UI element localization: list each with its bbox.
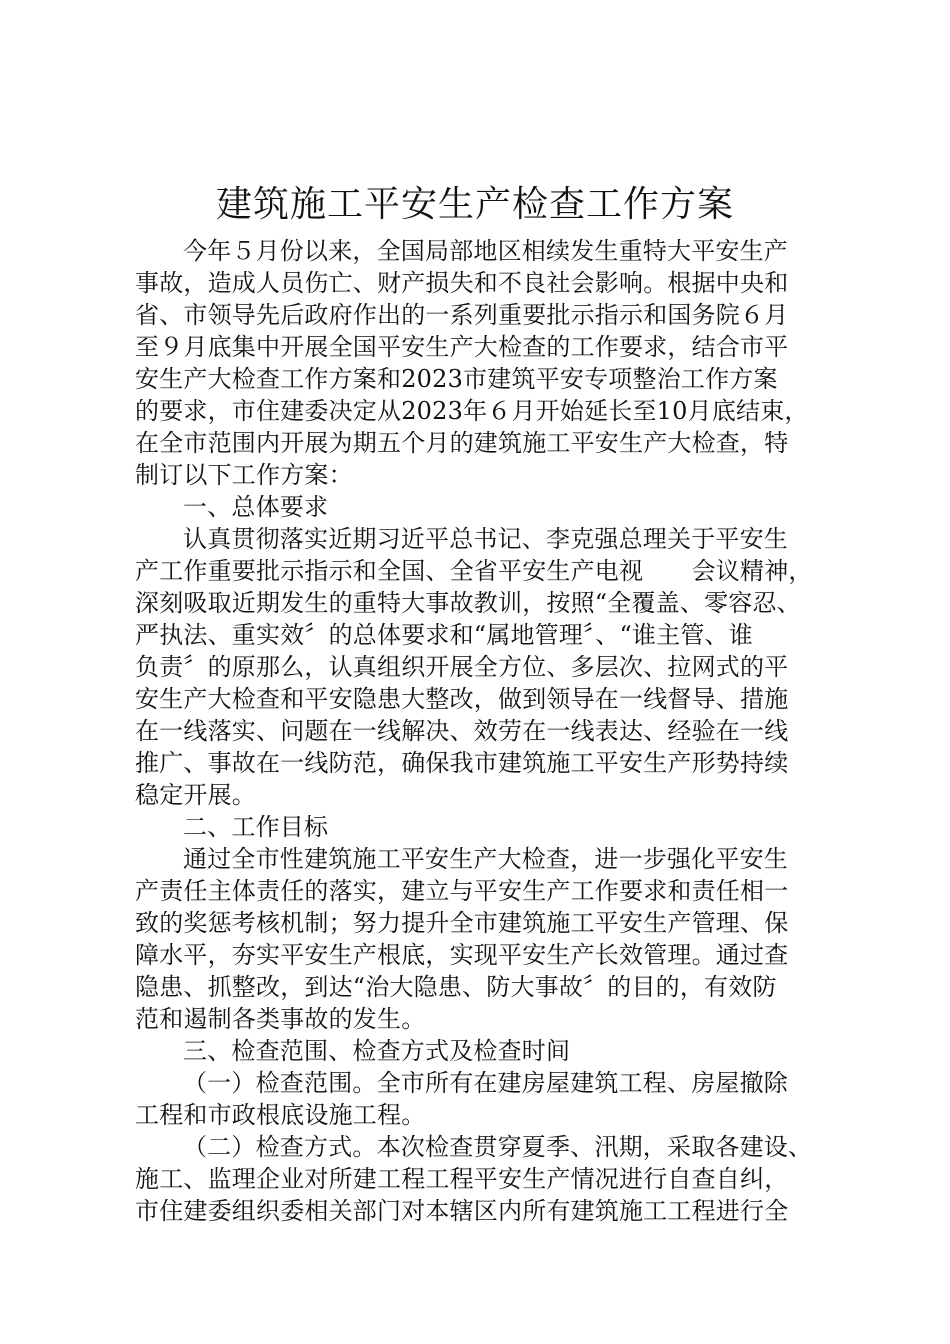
text-line: 制订以下工作方案： [135, 461, 353, 489]
text-line: 负责〞的原那么，认真组织开展全方位、多层次、拉网式的平 [135, 653, 789, 681]
text-line: 稳定开展。 [135, 781, 256, 809]
text-line: 施工、监理企业对所建工程工程平安生产情况进行自查自纠， [135, 1165, 789, 1193]
document-body [135, 235, 840, 1227]
text-line: 在全市范围内开展为期五个月的建筑施工平安生产大检查，特 [135, 429, 789, 457]
text-line: 深刻吸取近期发生的重特大事故教训，按照“全覆盖、零容忍、 [135, 589, 801, 617]
text-line: 事故，造成人员伤亡、财产损失和不良社会影响。根据中央和 [135, 269, 789, 297]
text-line: （二）检查方式。本次检查贯穿夏季、汛期，采取各建设、 [183, 1133, 813, 1161]
text-line: 工程和市政根底设施工程。 [135, 1101, 426, 1129]
page-title: 建筑施工平安生产检查工作方案 [215, 184, 734, 225]
text-line: （一）检查范围。全市所有在建房屋建筑工程、房屋撤除 [183, 1069, 788, 1097]
text-line: 三、检查范围、检查方式及检查时间 [183, 1037, 571, 1065]
text-line: 今年５月份以来，全国局部地区相续发生重特大平安生产 [183, 237, 788, 265]
text-line: 产工作重要批示指示和全国、全省平安生产电视 会议精神， [135, 557, 813, 585]
text-line: 范和遏制各类事故的发生。 [135, 1005, 426, 1033]
text-line: 安生产大检查工作方案和2023市建筑平安专项整治工作方案 [135, 365, 778, 393]
text-line: 通过全市性建筑施工平安生产大检查，进一步强化平安生 [183, 845, 788, 873]
text-line: 的要求，市住建委决定从2023年６月开始延长至10月底结束， [135, 397, 809, 425]
text-line: 在一线落实、问题在一线解决、效劳在一线表达、经验在一线 [135, 717, 789, 745]
text-line: 省、市领导先后政府作出的一系列重要批示指示和国务院６月 [135, 301, 789, 329]
text-line: 一、总体要求 [183, 493, 329, 521]
text-line: 至９月底集中开展全国平安生产大检查的工作要求，结合市平 [135, 333, 789, 361]
text-line: 推广、事故在一线防范，确保我市建筑施工平安生产形势持续 [135, 749, 789, 777]
text-line: 认真贯彻落实近期习近平总书记、李克强总理关于平安生 [183, 525, 788, 553]
text-line: 致的奖惩考核机制；努力提升全市建筑施工平安生产管理、保 [135, 909, 789, 937]
text-line: 二、工作目标 [183, 813, 329, 841]
text-line: 产责任主体责任的落实，建立与平安生产工作要求和责任相一 [135, 877, 789, 905]
text-line: 隐患、抓整改，到达“治大隐患、防大事故〞的目的，有效防 [135, 973, 777, 1001]
text-line: 安生产大检查和平安隐患大整改，做到领导在一线督导、措施 [135, 685, 789, 713]
text-line: 市住建委组织委相关部门对本辖区内所有建筑施工工程进行全 [135, 1197, 789, 1225]
text-line: 严执法、重实效〞的总体要求和“属地管理〞、“谁主管、谁 [135, 621, 753, 649]
text-line: 障水平，夯实平安生产根底，实现平安生产长效管理。通过查 [135, 941, 789, 969]
